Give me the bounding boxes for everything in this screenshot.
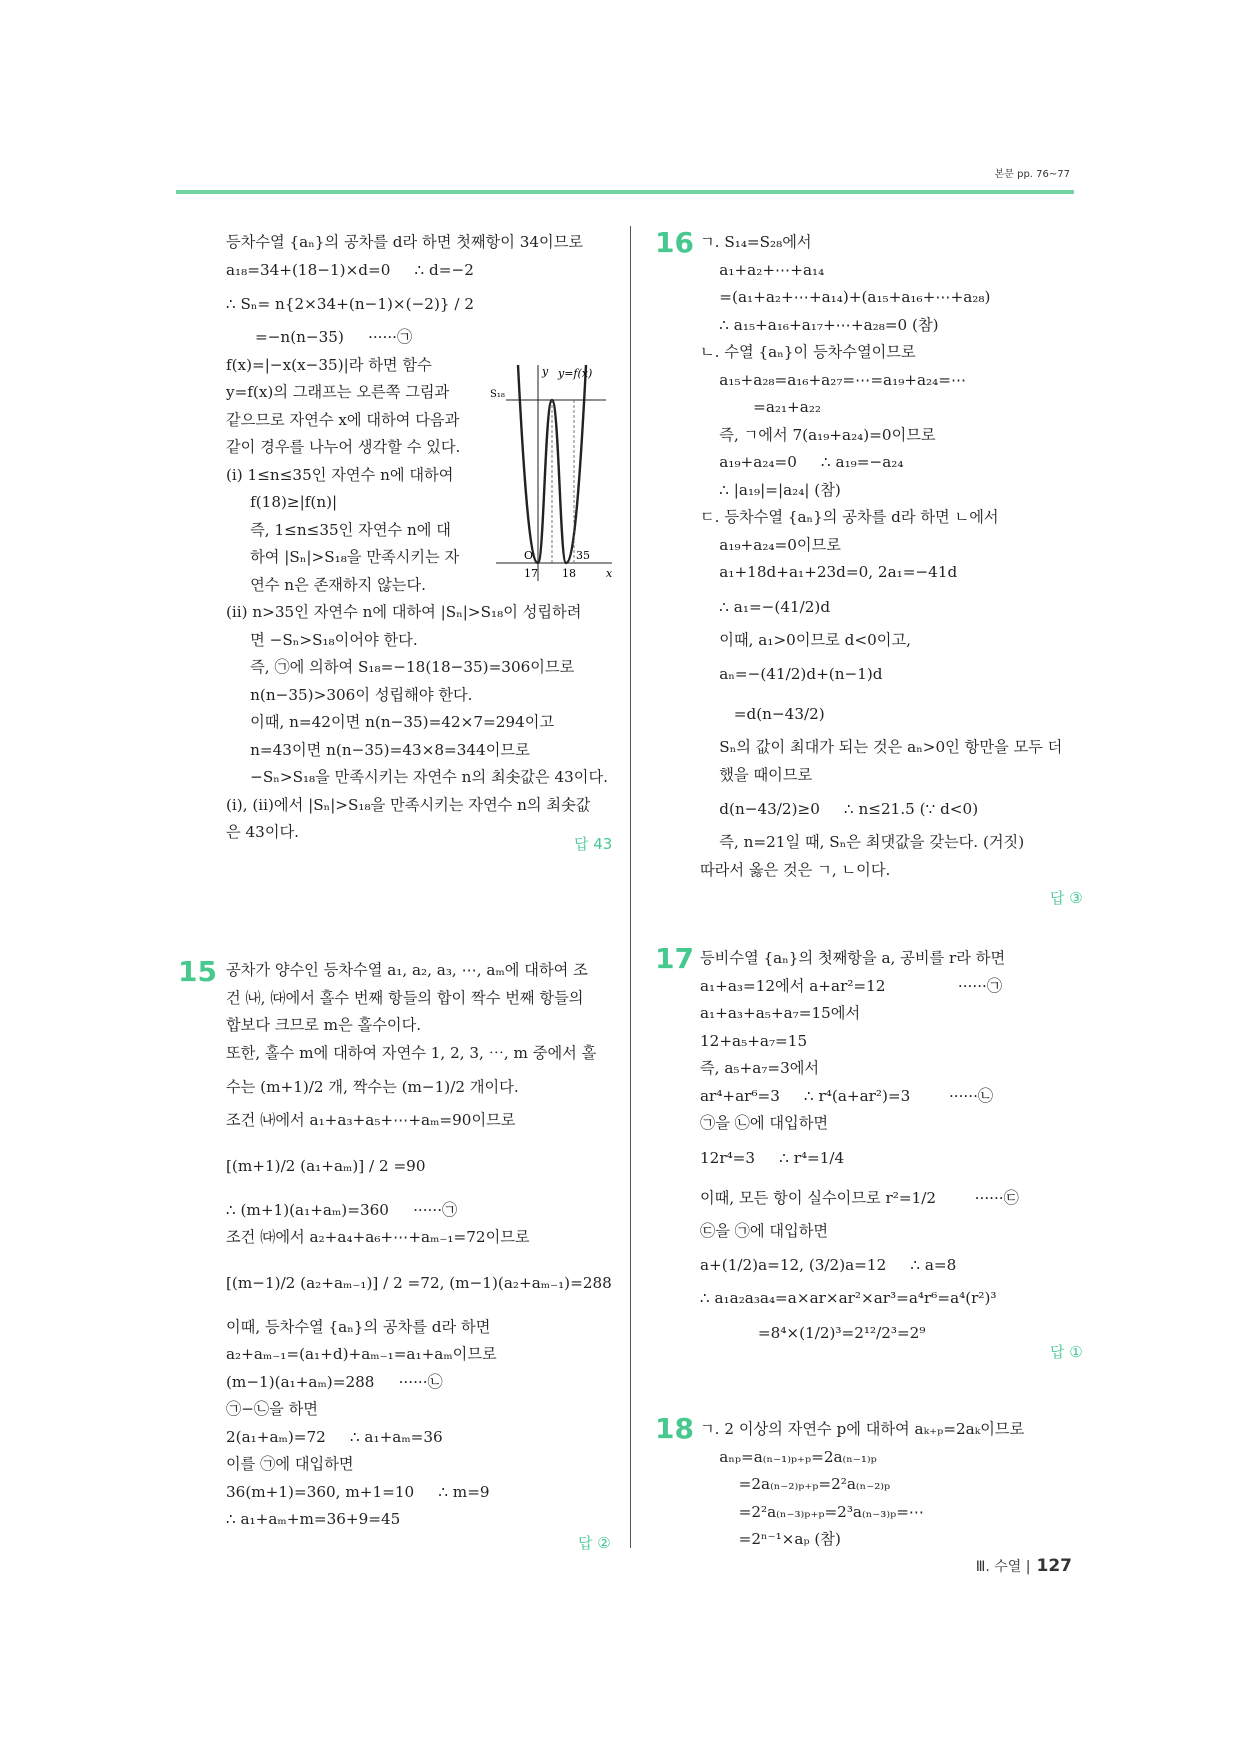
text-line: ㉠을 ㉡에 대입하면 — [700, 1114, 829, 1132]
text-line: (m−1)(a₁+aₘ)=288 ······㉡ — [226, 1372, 443, 1391]
text-line: (ⅱ) n>35인 자연수 n에 대하여 |Sₙ|>S₁₈이 성립하려 — [226, 603, 582, 621]
text-line: ㄷ. 등차수열 {aₙ}의 공차를 d라 하면 ㄴ에서 — [700, 508, 999, 526]
text-line: ∴ a₁=−(41/2)d — [700, 597, 831, 616]
tick-18: 18 — [562, 567, 576, 580]
text-line: (ⅰ) 1≤n≤35인 자연수 n에 대하여 — [226, 465, 454, 484]
text-line: 이때, 모든 항이 실수이므로 r²=1/2 ······㉢ — [700, 1188, 1019, 1207]
text-line: ㄱ. 2 이상의 자연수 p에 대하여 aₖ₊ₚ=2aₖ이므로 — [700, 1420, 1025, 1438]
question-number: 17 — [655, 942, 694, 975]
text-line: =2²a₍ₙ₋₃₎ₚ₊ₚ=2³a₍ₙ₋₃₎ₚ=⋯ — [700, 1502, 925, 1521]
q15-solution — [226, 957, 620, 1534]
text-line: ∴ a₁₅+a₁₆+a₁₇+⋯+a₂₈=0 (참) — [700, 315, 939, 334]
text-line: 이때, n=42이면 n(n−35)=42×7=294이고 — [226, 713, 555, 731]
text-line: 즉, a₅+a₇=3에서 — [700, 1059, 820, 1077]
text-line: ar⁴+ar⁶=3 ∴ r⁴(a+ar²)=3 ······㉡ — [700, 1086, 994, 1105]
text-line: 연수 n은 존재하지 않는다. — [226, 575, 426, 594]
page-footer — [976, 1556, 1072, 1576]
x-axis-label: x — [606, 567, 613, 580]
text-line: 즉, ㄱ에서 7(a₁₉+a₂₄)=0이므로 — [700, 425, 936, 444]
text-line: ㉢을 ㉠에 대입하면 — [700, 1221, 829, 1240]
text-line: n(n−35)>306이 성립해야 한다. — [226, 685, 473, 704]
text-line: =2ⁿ⁻¹×aₚ (참) — [700, 1530, 841, 1548]
text-line: n=43이면 n(n−35)=43×8=344이므로 — [226, 740, 530, 759]
answer-label: 답 ② — [578, 1534, 611, 1552]
text-line: 합보다 크므로 m은 홀수이다. — [226, 1016, 422, 1034]
text-line: [(m−1)/2 (a₂+aₘ₋₁)] / 2 =72, (m−1)(a₂+aₘ₋₁)=288 — [226, 1273, 612, 1292]
text-line: ∴ (m+1)(a₁+aₘ)=360 ······㉠ — [226, 1200, 458, 1219]
text-line: a₁₅+a₂₈=a₁₆+a₂₇=⋯=a₁₉+a₂₄=⋯ — [700, 370, 967, 389]
origin-label: O — [524, 549, 534, 562]
text-line: 건 ㈏, ㈐에서 홀수 번째 항들의 합이 짝수 번째 항들의 — [226, 988, 584, 1007]
function-graph — [488, 363, 618, 585]
text-line: ∴ a₁+aₘ+m=36+9=45 — [226, 1510, 401, 1528]
answer-label: 답 ③ — [1050, 889, 1083, 907]
text-line: a₁+a₃=12에서 a+ar²=12 ······㉠ — [700, 976, 1003, 995]
tick-17: 17 — [524, 567, 538, 580]
text-line: [(m+1)/2 (a₁+aₘ)] / 2 =90 — [226, 1156, 426, 1175]
text-line: 2(a₁+aₘ)=72 ∴ a₁+aₘ=36 — [226, 1427, 443, 1446]
page-number: 127 — [1036, 1556, 1072, 1576]
header-rule — [176, 190, 1074, 194]
text-line: 또한, 홀수 m에 대하여 자연수 1, 2, 3, ⋯, m 중에서 홀 — [226, 1043, 597, 1062]
text-line: 등차수열 {aₙ}의 공차를 d라 하면 첫째항이 34이므로 — [226, 233, 584, 251]
text-line: 같이 경우를 나누어 생각할 수 있다. — [226, 438, 461, 456]
text-line: 12r⁴=3 ∴ r⁴=1/4 — [700, 1148, 845, 1167]
text-line: y=f(x)의 그래프는 오른쪽 그림과 — [226, 383, 450, 401]
text-line: ∴ Sₙ= n{2×34+(n−1)×(−2)} / 2 — [226, 295, 474, 313]
text-line: 같으므로 자연수 x에 대하여 다음과 — [226, 410, 460, 429]
text-line: 등비수열 {aₙ}의 첫째항을 a, 공비를 r라 하면 — [700, 949, 1006, 967]
text-line: 이때, a₁>0이므로 d<0이고, — [700, 630, 911, 649]
footer-section: Ⅲ. 수열 | — [975, 1559, 1031, 1575]
text-line: =−n(n−35) ······㉠ — [226, 328, 413, 346]
text-line: a₁₉+a₂₄=0이므로 — [700, 535, 841, 554]
text-line: 따라서 옳은 것은 ㄱ, ㄴ이다. — [700, 860, 891, 879]
q18-solution — [700, 1416, 1080, 1554]
text-line: f(x)=|−x(x−35)|라 하면 함수 — [226, 355, 432, 374]
text-line: ∴ |a₁₉|=|a₂₄| (참) — [700, 480, 841, 499]
column-divider — [630, 226, 631, 1548]
page-reference: 본문 pp. 76~77 — [994, 169, 1070, 180]
text-line: (ⅰ), (ⅱ)에서 |Sₙ|>S₁₈을 만족시키는 자연수 n의 최솟값 — [226, 795, 591, 814]
text-line: f(18)≥|f(n)| — [226, 493, 338, 511]
text-line: 이를 ㉠에 대입하면 — [226, 1455, 354, 1473]
text-line: =d(n−43/2) — [700, 705, 825, 723]
text-line: a₁₉+a₂₄=0 ∴ a₁₉=−a₂₄ — [700, 453, 904, 471]
text-line: a₁+18d+a₁+23d=0, 2a₁=−41d — [700, 563, 958, 581]
text-line: aₙₚ=a₍ₙ₋₁₎ₚ₊ₚ=2a₍ₙ₋₁₎ₚ — [700, 1447, 877, 1466]
function-label: y=f(x) — [558, 367, 593, 380]
text-line: ㄴ. 수열 {aₙ}이 등차수열이므로 — [700, 343, 916, 361]
tick-35: 35 — [576, 549, 590, 562]
text-line: a₁₈=34+(18−1)×d=0 ∴ d=−2 — [226, 260, 474, 279]
answer-label: 답 ① — [1050, 1343, 1083, 1361]
text-line: −Sₙ>S₁₈을 만족시키는 자연수 n의 최솟값은 43이다. — [226, 768, 608, 786]
text-line: 은 43이다. — [226, 823, 299, 841]
text-line: ∴ a₁a₂a₃a₄=a×ar×ar²×ar³=a⁴r⁶=a⁴(r²)³ — [700, 1289, 997, 1307]
text-line: a₂+aₘ₋₁=(a₁+d)+aₘ₋₁=a₁+aₘ이므로 — [226, 1345, 497, 1363]
text-line: 12+a₅+a₇=15 — [700, 1031, 808, 1050]
text-line: 즉, ㉠에 의하여 S₁₈=−18(18−35)=306이므로 — [226, 658, 575, 676]
text-line: aₙ=−(41/2)d+(n−1)d — [700, 665, 883, 683]
question-number: 16 — [655, 226, 694, 259]
answer-label: 답 43 — [574, 835, 613, 853]
text-line: 면 −Sₙ>S₁₈이어야 한다. — [226, 630, 418, 649]
text-line: a₁+a₃+a₅+a₇=15에서 — [700, 1004, 861, 1022]
q16-solution — [700, 229, 1080, 884]
text-line: 공차가 양수인 등차수열 a₁, a₂, a₃, ⋯, aₘ에 대하여 조 — [226, 961, 588, 979]
text-line: 조건 ㈏에서 a₁+a₃+a₅+⋯+aₘ=90이므로 — [226, 1111, 516, 1129]
text-line: 36(m+1)=360, m+1=10 ∴ m=9 — [226, 1482, 490, 1501]
text-line: 조건 ㈐에서 a₂+a₄+a₆+⋯+aₘ₋₁=72이므로 — [226, 1228, 530, 1246]
text-line: 수는 (m+1)/2 개, 짝수는 (m−1)/2 개이다. — [226, 1078, 519, 1096]
s18-label: S₁₈ — [490, 389, 505, 400]
text-line: ㉠−㉡을 하면 — [226, 1400, 318, 1418]
text-line: a+(1/2)a=12, (3/2)a=12 ∴ a=8 — [700, 1256, 957, 1274]
text-line: a₁+a₂+⋯+a₁₄ — [700, 260, 825, 279]
text-line: 했을 때이므로 — [700, 765, 813, 784]
text-line: ㄱ. S₁₄=S₂₈에서 — [700, 233, 812, 251]
text-line: 즉, n=21일 때, Sₙ은 최댓값을 갖는다. (거짓) — [700, 833, 1025, 851]
text-line: =(a₁+a₂+⋯+a₁₄)+(a₁₅+a₁₆+⋯+a₂₈) — [700, 288, 991, 306]
text-line: =a₂₁+a₂₂ — [700, 398, 822, 416]
q17-solution — [700, 945, 1080, 1353]
text-line: 하여 |Sₙ|>S₁₈을 만족시키는 자 — [226, 548, 460, 566]
text-line: Sₙ의 값이 최대가 되는 것은 aₙ>0인 항만을 모두 더 — [700, 738, 1063, 756]
text-line: d(n−43/2)≥0 ∴ n≤21.5 (∵ d<0) — [700, 800, 979, 818]
question-number: 15 — [178, 955, 217, 988]
text-line: =2a₍ₙ₋₂₎ₚ₊ₚ=2²a₍ₙ₋₂₎ₚ — [700, 1475, 891, 1493]
question-number: 18 — [655, 1412, 694, 1445]
function-curve — [518, 365, 586, 563]
text-line: 즉, 1≤n≤35인 자연수 n에 대 — [226, 520, 451, 539]
text-line: =8⁴×(1/2)³=2¹²/2³=2⁹ — [700, 1323, 926, 1342]
y-axis-label: y — [542, 365, 549, 378]
text-line: 이때, 등차수열 {aₙ}의 공차를 d라 하면 — [226, 1317, 491, 1336]
